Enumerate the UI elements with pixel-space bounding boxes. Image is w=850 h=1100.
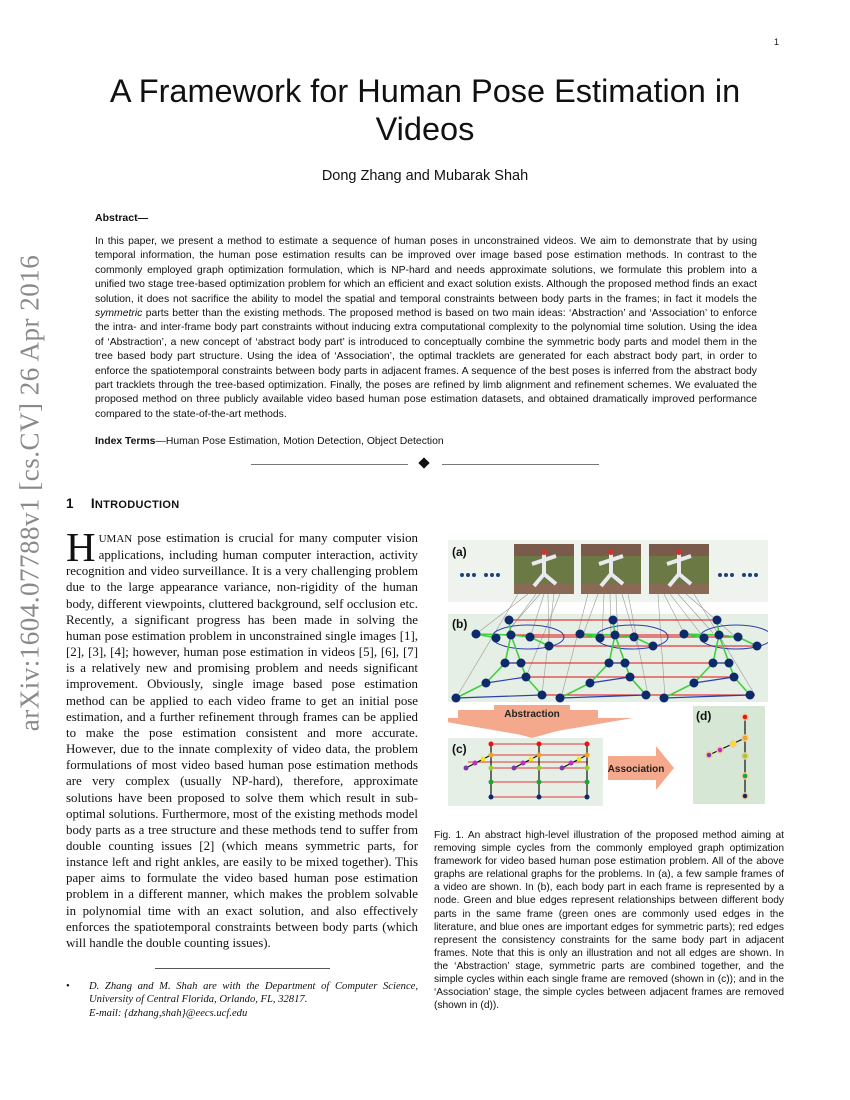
smallcaps-lead: UMAN — [98, 533, 133, 545]
bullet-icon: • — [66, 981, 70, 992]
figure-1 — [448, 540, 768, 810]
arxiv-identifier: arXiv:1604.07788v1 [cs.CV] 26 Apr 2016 — [14, 254, 45, 731]
section-title-rest: NTRODUCTION — [94, 499, 180, 511]
abstract-body — [95, 235, 757, 422]
section-number: 1 — [66, 496, 74, 511]
index-terms-label: Index Terms — [95, 436, 156, 447]
panel-c-bg — [448, 738, 603, 806]
section-heading — [66, 496, 179, 511]
abstraction-label: Abstraction — [504, 709, 560, 720]
figure-graphic — [448, 540, 768, 810]
diamond-icon — [418, 457, 429, 468]
footnote — [66, 980, 418, 1020]
page-number: 1 — [774, 37, 780, 47]
index-terms — [95, 436, 444, 447]
panel-d-label: (d) — [696, 709, 712, 723]
association-label: Association — [607, 764, 665, 775]
introduction-body — [66, 524, 418, 951]
abstract-text-1: In this paper, we present a method to estimate a sequence of human poses in unconstrained videos. We aim to demonstrate that by using temporal information, the human pose estimation results can be improved over image based pose estimation methods. In contrast to the commonly employed graph optimization formulation, which is NP-hard and needs approximate solutions, we formulate this problem into a unified two stage tree-based optimization problem for which an efficient and exact solution exists. Although the proposed method finds an exact solution, it does not sacrifice the ability to model the spatial and temporal constraints between body parts in the frames; in fact it models the — [95, 236, 757, 305]
video-frame-3 — [649, 544, 709, 594]
paper-title: A Framework for Human Pose Estimation in Videos — [109, 73, 741, 147]
association-arrow — [608, 746, 674, 790]
footnote-email: E-mail: {dzhang,shah}@eecs.ucf.edu — [89, 1007, 248, 1019]
panel-c-label: (c) — [452, 742, 467, 756]
figure-caption: Fig. 1. An abstract high-level illustration of the proposed method aiming at removing simple cycles from the commonly employed graph optimization framework for video based human pose estimation problem. All of the above graphs are relational graphs for the problems. In (a), a few sample frames of a video are shown. In (b), each body part in each frame is represented by a node. Green and blue edges represent relationships between different body parts in the same frame (green ones are commonly used edges in the literature, and blue ones are important edges for symmetric parts); red edges represent the consistency constraints for the same body part in adjacent frames. Note that this is only an illustration and not all edges are shown. In the ‘Abstraction’ stage, symmetric parts are combined together, and the simple cycles within each single frame are removed (shown in (c)); and in the ‘Association’ stage, the simple cycles between adjacent frames are removed (shown in (d)). — [434, 830, 784, 1012]
index-terms-text: —Human Pose Estimation, Motion Detection, Object Detection — [155, 436, 444, 447]
footnote-rule — [155, 968, 330, 969]
section-title-initial: I — [90, 496, 95, 511]
separator-left — [251, 464, 408, 465]
video-frame-2 — [581, 544, 641, 594]
introduction-text: pose estimation is crucial for many computer vision applications, including human computer interaction, activity recognition and video surveillance. It is a very challenging problem due to the large appearance variance, non-rigidity of the human body, different viewpoints, cluttered background, self occlusion etc. Recently, a significant progress has been made in solving the human pose estimation problem in unconstrained single images [1], [2], [3], [4]; however, human pose estimation in videos [5], [6], [7] is a relatively new and promising problem and needs significant improvement. Obviously, single image based pose estimation method can be applied to each video frame to get an initial pose estimation, and a further refinement through frames can be applied to make the pose estimation consistent and more accurate. However, due to the innate complexity of video data, the problem formulations of most video based human pose estimation methods are very complex (usually NP-hard), therefore, approximate solutions have been proposed to solve them which result in sub-optimal solutions. Furthermore, most of the existing methods model body parts as a tree structure and these methods tend to suffer from double counting issues [2] (which means symmetric parts, for instance left and right ankles, are easily to be mixed together). This paper aims to formulate the video based human pose estimation problem in a different manner, which makes the problem solvable in polynomial time with an exact solution, and also effectively enforces the spatiotemporal constraints between body parts (which will handle the double counting issues). — [66, 531, 418, 950]
separator-right — [442, 464, 599, 465]
panel-b-bg — [448, 614, 768, 702]
abstract-text-2: parts better than the existing methods. The proposed method is based on two main ideas: ‘Abstraction’ and ‘Association’ to enforce the intra- and inter-frame body part constraints without inducing extra computational complexity to the polynomial time solution. Using the idea of ‘Abstraction’, a new concept of ‘abstract body part’ is introduced to conceptually combine the symmetric body parts and model them in the tree based body part structure. Using the idea of ‘Association’, the optimal tracklets are generated for each abstract body part, in order to enforce the spatiotemporal constraints between body parts in adjacent frames. A sequence of the best poses is inferred from the abstract body part tracklets through the tree-based optimization. Finally, the poses are refined by limb alignment and refinement schemes. We evaluated the proposed method on three publicly available video based human pose estimation datasets, and obtained dramatically improved performance compared to the state-of-the-art methods. — [95, 308, 757, 420]
authors: Dong Zhang and Mubarak Shah — [321, 168, 529, 184]
abstract-heading: Abstract— — [95, 212, 149, 224]
panel-b-label: (b) — [452, 617, 468, 631]
video-frame-1 — [514, 544, 574, 594]
dropcap: H — [66, 524, 96, 570]
arxiv-stamp — [10, 254, 50, 731]
abstraction-arrow — [448, 705, 633, 738]
abstract-italic: symmetric — [95, 308, 143, 320]
panel-a-label: (a) — [452, 545, 467, 559]
footnote-affiliation: D. Zhang and M. Shah are with the Department of Computer Science, University of Central Florida, Orlando, FL, 32817. — [89, 981, 418, 1006]
